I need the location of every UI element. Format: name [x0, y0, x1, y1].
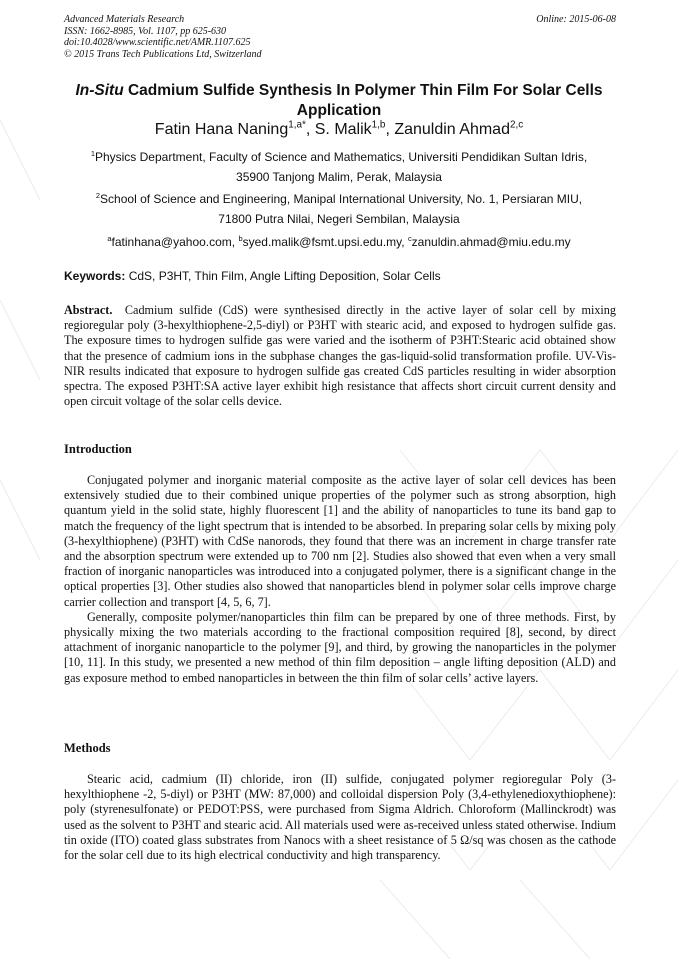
affiliation-mark: 1 [90, 149, 95, 158]
paper-title [40, 81, 638, 121]
author-separator: , [385, 121, 395, 138]
affiliation-2 [40, 192, 638, 226]
email-mark: a [107, 234, 112, 243]
paragraph: Stearic acid, cadmium (II) chloride, iron (II) sulfide, conjugated polymer regioregular Poly (3-hexylthiophene -2, 5-diyl) or P3HT (MW: 87,000) and colloidal dispersion Poly (3,4-ethylenedioxythiophene): poly (styrenesulfonate) or PEDOT:PSS, were purchased from Sigma Aldrich. Chloroform (Mallinckrodt) was used as the solvent to P3HT and stearic acid. All materials used were as-received unless stated otherwise. Indium tin oxide (ITO) coated glass substrates from Nanocs with a sheet resistance of 5 Ω/sq was chosen as the cathode for the solar cell due to its high electrical conductivity and high transparency. [64, 772, 616, 863]
author-separator: , [305, 121, 315, 138]
author-list [40, 121, 638, 139]
affiliation-line: Physics Department, Faculty of Science and Mathematics, Universiti Pendidikan Sultan Idris, [94, 150, 588, 164]
affiliation-line: 71800 Putra Nilai, Negeri Sembilan, Malaysia [218, 212, 460, 226]
methods-heading: Methods [64, 741, 111, 755]
introduction-heading: Introduction [64, 442, 132, 456]
journal-doi: doi:10.4028/www.scientific.net/AMR.1107.625 [64, 37, 251, 48]
keywords-label: Keywords: [64, 269, 126, 283]
email-address[interactable]: syed.malik@fsmt.upsi.edu.my [242, 235, 402, 249]
abstract-text: Cadmium sulfide (CdS) were synthesised directly in the active layer of solar cell by mixing regioregular poly (3-hexylthiophene-2,5-diyl) or P3HT with stearic acid, and exposed to hydrogen sulfide gas. The exposure times to hydrogen sulfide gas were varied and the isotherm of P3HT:Stearic acid obtained show that the presence of cadmium ions in the subphase changes the gas-liquid-solid transformation profile. UV-Vis-NIR results indicated that exposure to hydrogen sulfide gas created CdS particles resulting in wider absorption spectra. The exposed P3HT:SA active layer exhibit high resistance that affects short circuit current density and open circuit voltage of the solar cells device. [64, 303, 620, 409]
email-mark: c [407, 234, 412, 243]
affiliation-line: School of Science and Engineering, Manipal International University, No. 1, Persiaran MIU, [100, 192, 583, 206]
author-affiliation-mark: 1,b [371, 119, 386, 131]
author-name: S. Malik [314, 121, 372, 138]
keywords-text: CdS, P3HT, Thin Film, Angle Lifting Deposition, Solar Cells [125, 269, 441, 283]
email-mark: b [238, 234, 243, 243]
paragraph: Generally, composite polymer/nanoparticles thin film can be prepared by one of three methods. First, by physically mixing the two materials according to the fractional composition required [8], second, by direct attachment of inorganic nanoparticle to the polymer [9], and third, by growing the nanoparticles in the polymer [10, 11]. In this study, we presented a new method of thin film deposition – angle lifting deposition (ALD) and gas exposure method to embed nanoparticles in between the thin film of solar cells’ active layers. [64, 609, 616, 685]
author-name: Fatin Hana Naning [154, 121, 289, 138]
email-address[interactable]: fatinhana@yahoo.com [111, 235, 232, 249]
affiliation-line: 35900 Tanjong Malim, Perak, Malaysia [236, 170, 442, 184]
paper-title-rest: Cadmium Sulfide Synthesis In Polymer Thin Film For Solar Cells Application [123, 82, 603, 119]
abstract-label: Abstract. [64, 303, 113, 317]
paper-title-italic: In-Situ [75, 82, 124, 99]
journal-issn: ISSN: 1662-8985, Vol. 1107, pp 625-630 [64, 25, 227, 37]
affiliation-1 [40, 150, 638, 184]
author-affiliation-mark: 1,a* [288, 119, 306, 131]
introduction-body [64, 473, 616, 686]
email-list [40, 235, 638, 249]
methods-body [64, 772, 616, 863]
author-affiliation-mark: 2,c [509, 119, 524, 131]
paragraph: Conjugated polymer and inorganic material composite as the active layer of solar cell devices has been extensively studied due to their combined unique properties of the polymer such as strong absorption, high quantum yield in the solid state, highly fluorescent [1] and the ability of nanoparticles to tune its band gap to match the frequency of the light spectrum that is intended to be absorbed. In preparing solar cells by mixing poly (3-hexylthiophene) (P3HT) with CdSe nanorods, they found that there was an increment in charge transfer rate and the absorption spectrum were extended up to 700 nm [2]. Studies also showed that even when a very small fraction of inorganic nanoparticles was introduced into a conjugated polymer, there is a significant change in the optical properties [3]. Other studies also showed that nanoparticles blend in polymer solar cells improve charge carrier collection and transport [4, 5, 6, 7]. [64, 473, 616, 609]
journal-name: Advanced Materials Research [64, 14, 185, 25]
affiliation-mark: 2 [95, 191, 101, 200]
author-name: Zanuldin Ahmad [394, 121, 510, 138]
email-address[interactable]: zanuldin.ahmad@miu.edu.my [411, 235, 571, 249]
email-separator: , [401, 235, 408, 249]
abstract [64, 303, 620, 409]
journal-copyright: © 2015 Trans Tech Publications Ltd, Switzerland [64, 48, 262, 60]
keywords [64, 269, 616, 283]
online-date: Online: 2015-06-08 [536, 14, 616, 25]
email-separator: , [231, 235, 239, 249]
journal-header [64, 14, 616, 60]
